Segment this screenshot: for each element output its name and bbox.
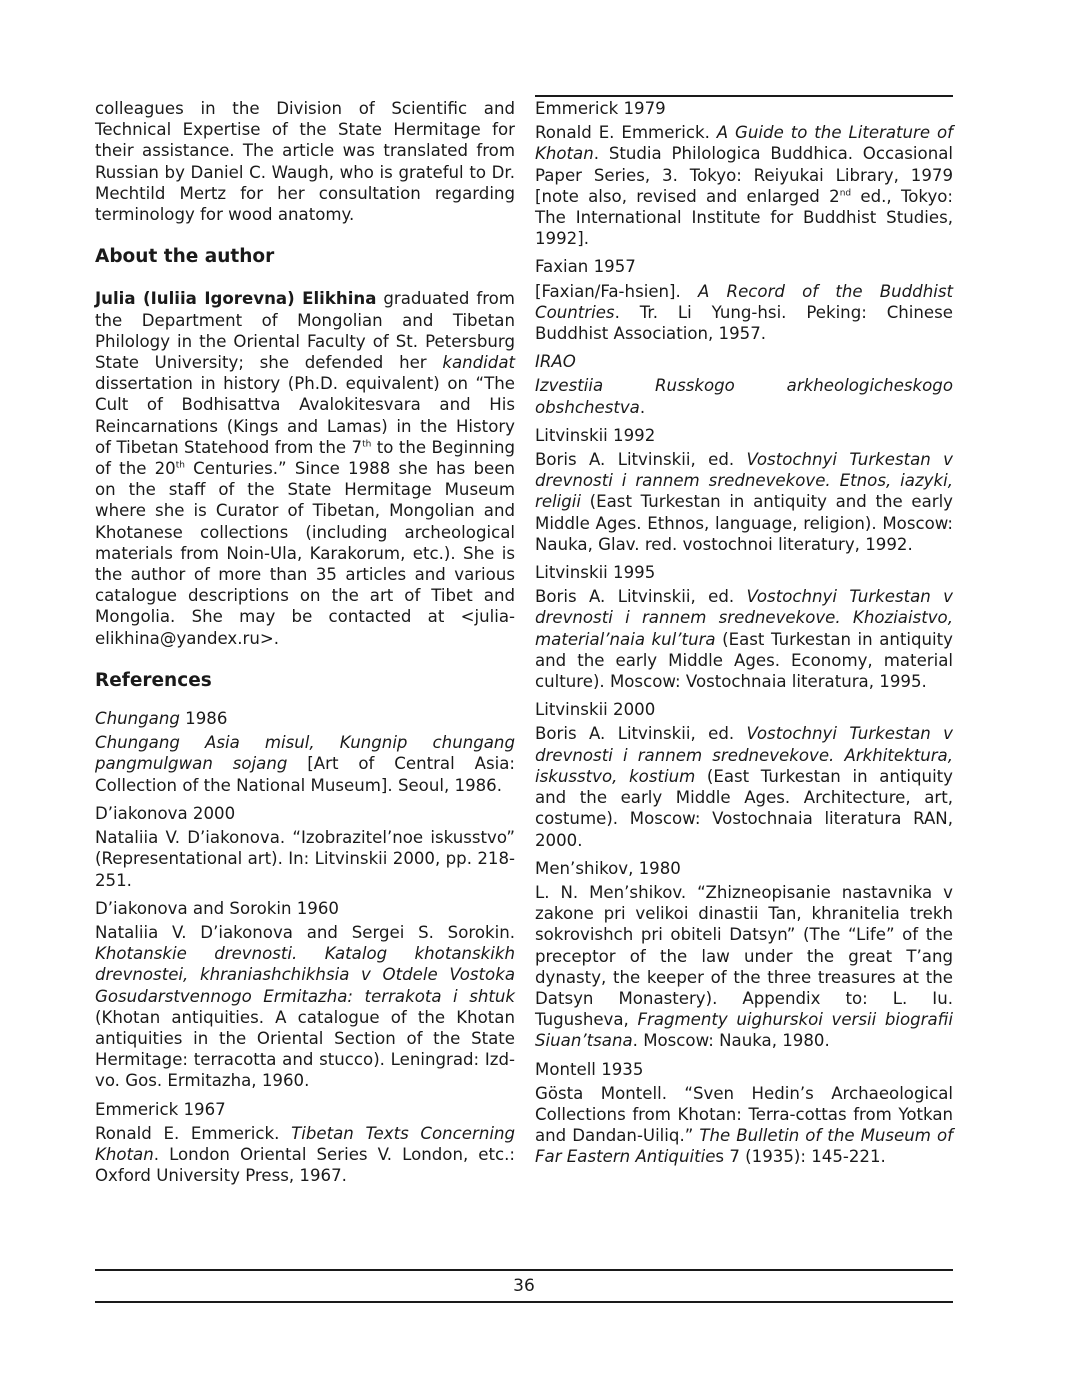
ref-head: Emmerick 1979: [535, 99, 666, 118]
ref-head: D’iakonova 2000: [95, 803, 236, 823]
ref-body: Ronald E. Emmerick. A Guide to the Literature of Khotan. Studia Philologica Buddhica. Occasional Paper Series, 3. Tokyo: Reiyukai Library, 1979 [note also, revised and enlarged 2nd ed., Tokyo: The International Institute for Buddhist Studies, 1992].: [535, 123, 954, 249]
ref-entry: [535, 1059, 953, 1168]
ref-head: Emmerick 1967: [95, 1099, 226, 1119]
author-name: Julia (Iuliia Igorevna) Elikhina: [95, 289, 377, 309]
ref-entry: [95, 898, 515, 1092]
ref-entry: [535, 562, 953, 692]
about-heading: About the author: [95, 246, 275, 268]
ref-body: Boris A. Litvinskii, ed. Vostochnyi Turkestan v drevnosti i rannem srednevekove. Khoziaistvo, material’naia kul’tura (East Turkestan in antiquity and the early Middle Ages. Economy, material culture). Moscow: Vostochnaia literatura, 1995.: [535, 587, 953, 692]
ref-entry: [535, 699, 953, 850]
ref-entry: [535, 351, 953, 418]
ref-body: Boris A. Litvinskii, ed. Vostochnyi Turkestan v drevnosti i rannem srednevekove. Arkhitektura, iskusstvo, kostium (East Turkestan in antiquity and the early Middle Ages. Architecture, art, costume). Moscow: Vostochnaia literatura RAN, 2000.: [535, 724, 954, 850]
ref-head: Litvinskii 1995: [535, 563, 656, 583]
ref-body: Ronald E. Emmerick. Tibetan Texts Concerning Khotan. London Oriental Series V. London, etc.: Oxford University Press, 1967.: [95, 1123, 515, 1186]
right-column: [535, 98, 953, 1168]
ref-head: Litvinskii 1992: [535, 425, 656, 445]
ref-entry: [535, 425, 953, 555]
ref-head: D’iakonova and Sorokin 1960: [95, 898, 339, 918]
footer-top-rule: [95, 1269, 953, 1271]
ref-body: Nataliia V. D’iakonova and Sergei S. Sorokin. Khotanskie drevnosti. Katalog khotanskikh drevnostei, khraniashchikhsia v Otdele Vostoka Gosudarstvennogo Ermitazha: terrakota i shtuk (Khotan antiquities. A catalogue of the Khotan antiquities in the Oriental Section of the State Hermitage: terracotta and stucco). Leningrad: Izd-vo. Gos. Ermitazha, 1960.: [95, 922, 515, 1091]
left-column: [95, 98, 515, 1186]
ref-head: Faxian 1957: [535, 257, 636, 277]
acknowledgement-text: colleagues in the Division of Scientific and Technical Expertise of the State Hermitage for their assistance. The article was translated from Russian by Daniel C. Waugh, who is grateful to Dr. Mechtild Mertz for her consultation regarding terminology for wood anatomy.: [95, 99, 515, 225]
footer-bottom-rule: [95, 1301, 953, 1303]
page-number: 36: [513, 1276, 535, 1296]
ref-head: Litvinskii 2000: [535, 700, 656, 720]
ref-head: IRAO: [535, 352, 576, 372]
ref-entry: [535, 98, 953, 249]
ref-head: Chungang 1986: [95, 709, 228, 729]
ref-body: Chungang Asia misul, Kungnip chungang pangmulgwan sojang [Art of Central Asia: Collection of the National Museum]. Seoul, 1986.: [95, 733, 515, 795]
ref-body: Izvestiia Russkogo arkheologicheskogo obshchestva.: [535, 376, 953, 417]
ref-head: Men’shikov, 1980: [535, 858, 681, 878]
ref-body: L. N. Men’shikov. “Zhizneopisanie nastavnika v zakone pri velikoi dinastii Tan, khranitelia trekh sokrovishch pri obiteli Datsyn” (The “Life” of the preceptor of the law under the great T’ang dynasty, the keeper of the three treasures at the Datsyn Monastery). Appendix to: L. Iu. Tugusheva, Fragmenty uighurskoi versii biografii Siuan’tsana. Moscow: Nauka, 1980.: [535, 882, 954, 1051]
ref-entry: [535, 858, 953, 1052]
ref-body: Boris A. Litvinskii, ed. Vostochnyi Turkestan v drevnosti i rannem srednevekove. Etnos, iazyki, religii (East Turkestan in antiquity and the early Middle Ages. Ethnos, language, religion). Moscow: Nauka, Glav. red. vostochnoi literatury, 1992.: [535, 450, 953, 554]
ref-entry: [95, 1099, 515, 1187]
ref-entry: [95, 803, 515, 891]
ref-body: [Faxian/Fa-hsien]. A Record of the Buddhist Countries. Tr. Li Yung-hsi. Peking: Chinese Buddhist Association, 1957.: [535, 281, 953, 344]
ref-body: Gösta Montell. “Sven Hedin’s Archaeological Collections from Khotan: Terra-cottas from Yotkan and Dandan-Uiliq.” The Bulletin of the Museum of Far Eastern Antiquities 7 (1935): 145-221.: [535, 1083, 953, 1167]
references-heading: References: [95, 669, 212, 691]
ref-entry: [95, 708, 515, 796]
author-bio: Julia (Iuliia Igorevna) Elikhina graduated from the Department of Mongolian and Tibetan Philology in the Oriental Faculty of St. Petersburg State University; she defended her kandidat dissertation in history (Ph.D. equivalent) on “The Cult of Bodhisattva Avalokitesvara and His Reincarnations (Kings and Lamas) in the History of Tibetan Statehood from the 7th to the Beginning of the 20th Centuries.” Since 1988 she has been on the staff of the State Hermitage Museum where she is Curator of Tibetan, Mongolian and Khotanese collections (including archeological materials from Noin-Ula, Karakorum, etc.). She is the author of more than 35 articles and various catalogue descriptions on the art of Tibet and Mongolia. She may be contacted at <julia-elikhina@yandex.ru>.: [95, 289, 515, 648]
ref-head: Montell 1935: [535, 1059, 644, 1079]
ref-entry: [535, 256, 953, 344]
top-rule: [535, 95, 953, 97]
ref-body: Nataliia V. D’iakonova. “Izobrazitel’noe iskusstvo” (Representational art). In: Litvinskii 2000, pp. 218-251.: [95, 828, 515, 890]
